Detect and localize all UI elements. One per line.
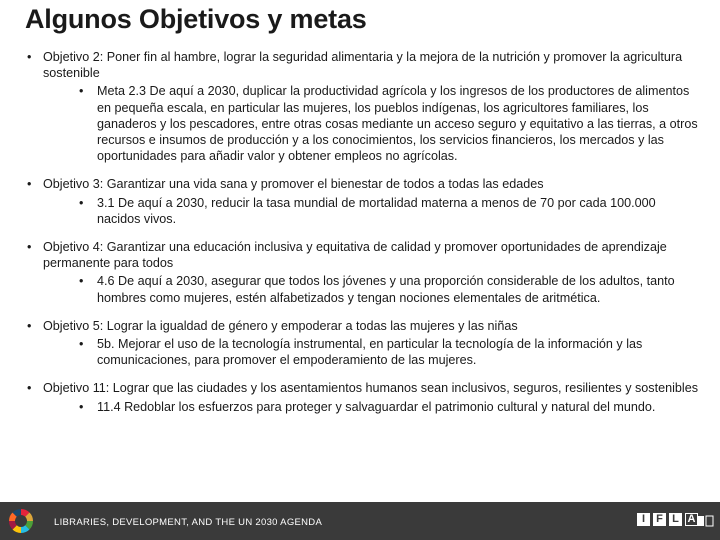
objective-item — [25, 176, 700, 227]
objective-item — [25, 380, 700, 414]
objective-item — [25, 239, 700, 306]
footer-bar — [0, 502, 720, 540]
target-item: • 5b. Mejorar el uso de la tecnología instrumental, en particular la tecnología de la información y las comunicaciones, para promover el empoderamiento de las mujeres. — [79, 336, 700, 368]
ifla-mark-icon — [696, 515, 714, 527]
target-item: • 3.1 De aquí a 2030, reducir la tasa mundial de mortalidad materna a menos de 70 por cada 100.000 nacidos vivos. — [79, 195, 700, 227]
objective-item — [25, 49, 700, 164]
logo-letter: I — [637, 513, 650, 526]
objective-text: • Objetivo 5: Lograr la igualdad de género y empoderar a todas las mujeres y las niñas — [43, 318, 518, 333]
target-item: • 11.4 Redoblar los esfuerzos para proteger y salvaguardar el patrimonio cultural y natural del mundo. — [79, 399, 700, 415]
objective-text: • Objetivo 2: Poner fin al hambre, lograr la seguridad alimentaria y la mejora de la nutrición y promover la agricultura sostenible — [43, 50, 683, 81]
objective-text: • Objetivo 11: Lograr que las ciudades y los asentamientos humanos sean inclusivos, seguros, resilientes y sostenibles — [43, 381, 698, 396]
objective-item — [25, 318, 700, 369]
objective-text: • Objetivo 3: Garantizar una vida sana y promover el bienestar de todos a todas las edades — [43, 177, 544, 192]
page-title: Algunos Objetivos y metas — [25, 4, 367, 34]
sdg-wheel-icon — [8, 508, 34, 534]
objective-text: • Objetivo 4: Garantizar una educación inclusiva y equitativa de calidad y promover oportunidades de aprendizaje permanente para todos — [43, 240, 667, 271]
objectives-list — [25, 49, 700, 427]
logo-letter: F — [653, 513, 666, 526]
footer-text: LIBRARIES, DEVELOPMENT, AND THE UN 2030 AGENDA — [54, 517, 323, 528]
target-item: • 4.6 De aquí a 2030, asegurar que todos los jóvenes y una proporción considerable de los adultos, tanto hombres como mujeres, estén alfabetizados y tengan nociones elementales de aritmética. — [79, 273, 700, 305]
ifla-logo — [637, 513, 698, 526]
target-item: • Meta 2.3 De aquí a 2030, duplicar la productividad agrícola y los ingresos de los productores de alimentos en pequeña escala, en particular las mujeres, los pueblos indígenas, los agricultores familiares, los ganaderos y los pescadores, entre otras cosas mediante un acceso seguro y equitativo a las tierras, a otros recursos e insumos de producción y a los conocimientos, los servicios financieros, los mercados y las oportunidades para añadir valor y obtener empleos no agrícolas. — [79, 83, 700, 164]
logo-letter: L — [669, 513, 682, 526]
logo-letter: A — [685, 513, 698, 526]
